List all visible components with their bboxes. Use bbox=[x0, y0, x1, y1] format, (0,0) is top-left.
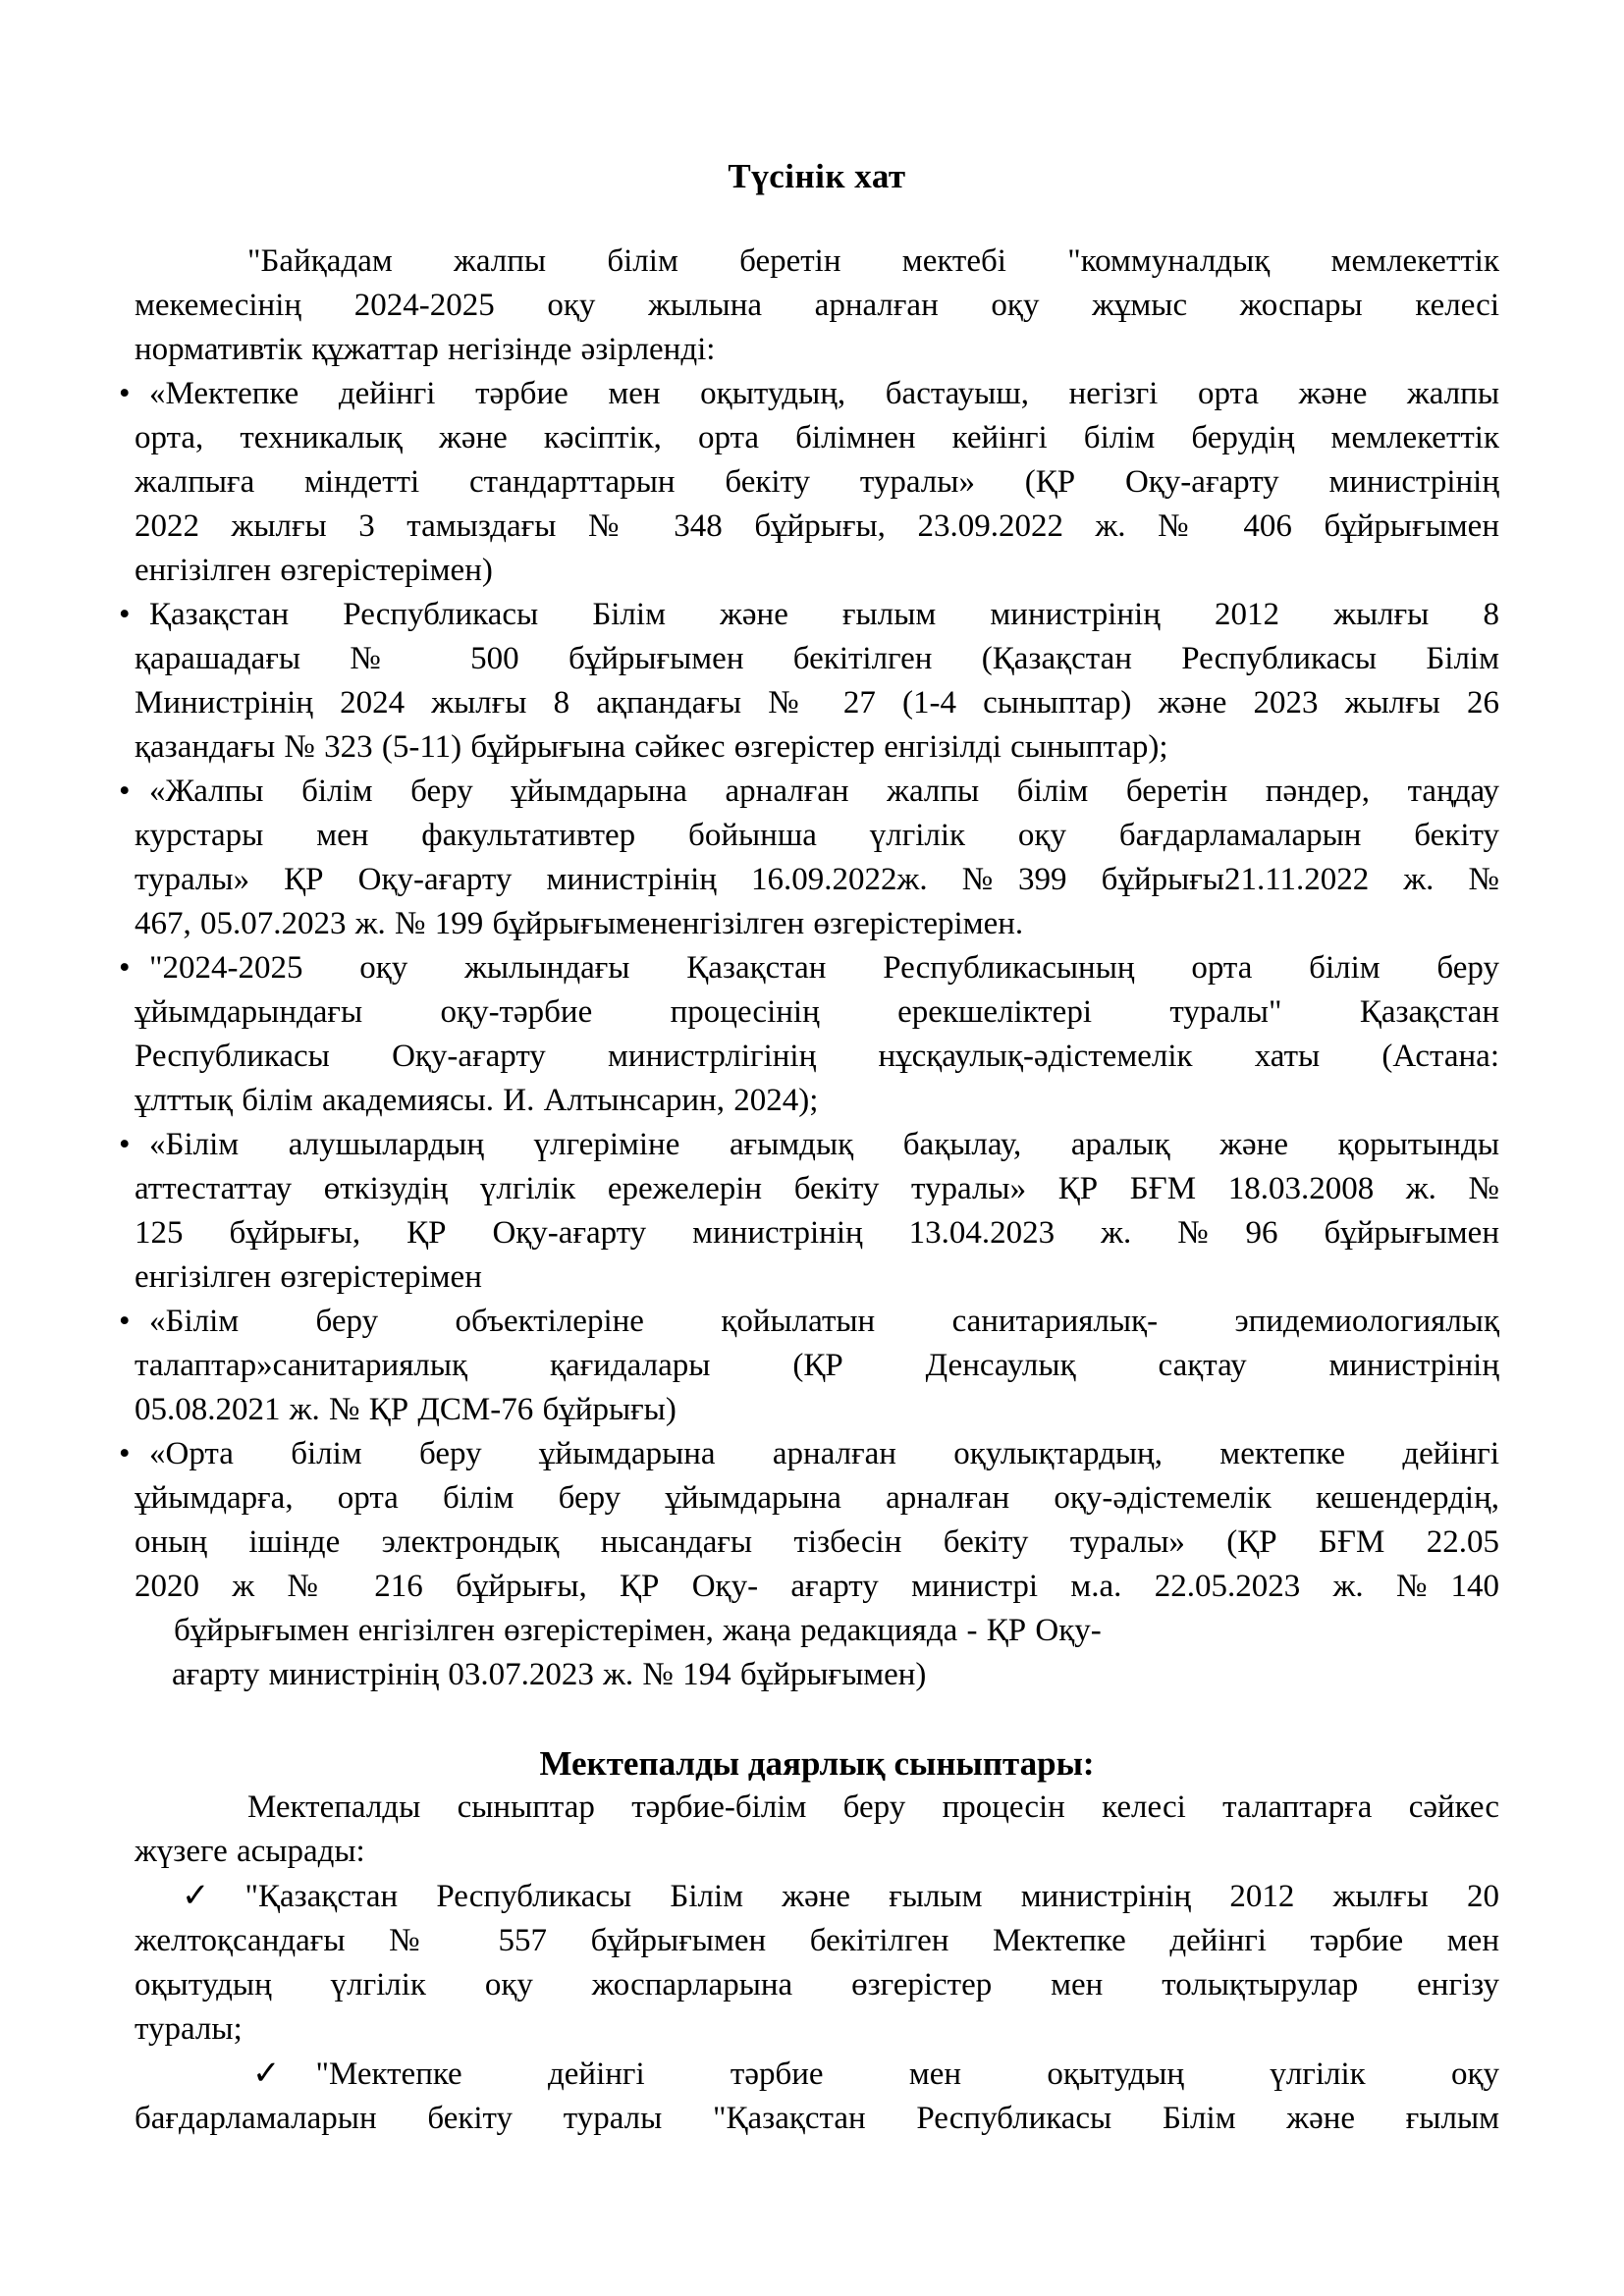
text-line: Мектепалды сыныптар тәрбие-білім беру процесін келесі талаптарға сәйкес bbox=[247, 1789, 1499, 1825]
text-line: Республикасы Оқу-ағарту министрлігінің нұсқаулық-әдістемелік хаты (Астана: bbox=[135, 1039, 1499, 1074]
intro-paragraph bbox=[135, 240, 1499, 372]
text-line: ұйымдарға, орта білім беру ұйымдарына арналған оқу-әдістемелік кешендердің, bbox=[135, 1480, 1499, 1516]
text-line: қазандағы № 323 (5-11) бұйрығына сәйкес өзгерістер енгізілді сыныптар); bbox=[135, 729, 1168, 765]
text-line: аттестаттау өткізудің үлгілік ережелерін бекіту туралы» ҚР БҒМ 18.03.2008 ж. № bbox=[135, 1171, 1499, 1206]
text-line: Қазақстан Республикасы Білім және ғылым министрінің 2012 жылғы 8 bbox=[149, 597, 1499, 632]
bullet-marker-icon: • bbox=[119, 1436, 131, 1471]
bullet-item bbox=[119, 1432, 1499, 1697]
text-line: жүзеге асырады: bbox=[135, 1834, 365, 1869]
bullet-marker-icon: • bbox=[119, 1304, 131, 1339]
text-line: мекемесінің 2024-2025 оқу жылына арналған оқу жұмыс жоспары келесі bbox=[135, 288, 1499, 323]
text-line: «Білім алушылардың үлгеріміне ағымдық бақылау, аралық және қорытынды bbox=[149, 1127, 1499, 1162]
text-line: 05.08.2021 ж. № ҚР ДСМ-76 бұйрығы) bbox=[135, 1392, 677, 1427]
text-line: «Орта білім беру ұйымдарына арналған оқулықтардың, мектепке дейінгі bbox=[149, 1436, 1499, 1471]
bullet-marker-icon: • bbox=[119, 774, 131, 809]
bullet-marker-icon: • bbox=[119, 1127, 131, 1162]
bullet-marker-icon: • bbox=[119, 950, 131, 986]
text-line: енгізілген өзгерістерімен bbox=[135, 1259, 482, 1295]
text-line: Министрінің 2024 жылғы 8 ақпандағы № 27 (1-4 сыныптар) және 2023 жылғы 26 bbox=[135, 685, 1499, 721]
text-line: орта, техникалық және кәсіптік, орта білімнен кейінгі білім берудің мемлекеттік bbox=[135, 420, 1499, 455]
text-line: «Білім беру объектілеріне қойылатын санитариялық- эпидемиологиялық bbox=[149, 1304, 1499, 1339]
text-line bbox=[135, 2052, 1499, 2097]
check-item-text: "Қазақстан Республикасы Білім және ғылым министрінің 2012 жылғы 20 bbox=[244, 1879, 1499, 1914]
bullet-item bbox=[119, 593, 1499, 770]
bullet-item bbox=[119, 946, 1499, 1123]
text-line: 2020 ж № 216 бұйрығы, ҚР Оқу- ағарту министрі м.а. 22.05.2023 ж. №140 bbox=[135, 1569, 1499, 1604]
text-line: «Жалпы білім беру ұйымдарына арналған жалпы білім беретін пәндер, таңдау bbox=[149, 774, 1499, 809]
section-heading: Мектепалды даярлық сыныптары: bbox=[539, 1744, 1095, 1783]
checkmark-icon: ✓ bbox=[252, 2056, 281, 2092]
text-line: «Мектепке дейінгі тәрбие мен оқытудың, бастауыш, негізгі орта және жалпы bbox=[149, 376, 1499, 411]
page-title: Түсінік хат bbox=[728, 157, 906, 195]
text-line: ағарту министрінің 03.07.2023 ж. № 194 бұйрығымен) bbox=[172, 1657, 927, 1692]
text-line: бұйрығымен енгізілген өзгерістерімен, жаңа редакцияда - ҚР Оқу- bbox=[174, 1613, 1102, 1648]
text-line: 125 бұйрығы, ҚР Оқу-ағарту министрінің 13.04.2023 ж. №96 бұйрығымен bbox=[135, 1215, 1499, 1251]
bullet-marker-icon: • bbox=[119, 376, 131, 411]
checkmark-icon: ✓ bbox=[182, 1878, 210, 1914]
text-line: нормативтік құжаттар негізінде әзірленді: bbox=[135, 332, 716, 367]
text-line: 2022 жылғы 3 тамыздағы № 348 бұйрығы, 23.09.2022 ж. № 406 бұйрығымен bbox=[135, 508, 1499, 544]
check-item-text: "Мектепке дейінгі тәрбие мен оқытудың үлгілік оқу bbox=[315, 2056, 1499, 2092]
text-line: туралы» ҚР Оқу-ағарту министрінің 16.09.2022ж. №399 бұйрығы21.11.2022 ж. № bbox=[135, 862, 1499, 897]
text-line bbox=[135, 1874, 1499, 1919]
section-paragraph bbox=[135, 1786, 1499, 1874]
text-line: оның ішінде электрондық нысандағы тізбесін бекіту туралы» (ҚР БҒМ 22.05 bbox=[135, 1524, 1499, 1560]
check-item bbox=[135, 1874, 1499, 2052]
bullet-item bbox=[119, 1123, 1499, 1300]
text-line: қарашадағы № 500 бұйрығымен бекітілген (Қазақстан Республикасы Білім bbox=[135, 641, 1499, 676]
bullet-item bbox=[119, 372, 1499, 593]
text-line: желтоқсандағы № 557 бұйрығымен бекітілген Мектепке дейінгі тәрбие мен bbox=[135, 1923, 1499, 1958]
text-line: талаптар»санитариялық қағидалары (ҚР Денсаулық сақтау министрінің bbox=[135, 1348, 1499, 1383]
text-line: бағдарламаларын бекіту туралы "Қазақстан Республикасы Білім және ғылым bbox=[135, 2101, 1499, 2136]
text-line: 467, 05.07.2023 ж. № 199 бұйрығымененгізілген өзгерістерімен. bbox=[135, 906, 1024, 941]
text-line: оқытудың үлгілік оқу жоспарларына өзгерістер мен толықтырулар енгізу bbox=[135, 1967, 1499, 2002]
text-line: курстары мен факультативтер бойынша үлгілік оқу бағдарламаларын бекіту bbox=[135, 818, 1499, 853]
text-line: ұйымдарындағы оқу-тәрбие процесінің ерекшеліктері туралы" Қазақстан bbox=[135, 994, 1499, 1030]
text-line: ұлттық білім академиясы. И. Алтынсарин, 2024); bbox=[135, 1083, 819, 1118]
bullet-item bbox=[119, 770, 1499, 946]
bullet-item bbox=[119, 1300, 1499, 1432]
bullet-marker-icon: • bbox=[119, 597, 131, 632]
text-line: туралы; bbox=[135, 2011, 243, 2047]
text-line: жалпыға міндетті стандарттарын бекіту туралы» (ҚР Оқу-ағарту министрінің bbox=[135, 464, 1499, 500]
text-line: енгізілген өзгерістерімен) bbox=[135, 553, 493, 588]
text-line: "Байқадам жалпы білім беретін мектебі "коммуналдық мемлекеттік bbox=[247, 243, 1499, 279]
text-line: "2024-2025 оқу жылындағы Қазақстан Республикасының орта білім беру bbox=[149, 950, 1499, 986]
check-item bbox=[135, 2052, 1499, 2141]
